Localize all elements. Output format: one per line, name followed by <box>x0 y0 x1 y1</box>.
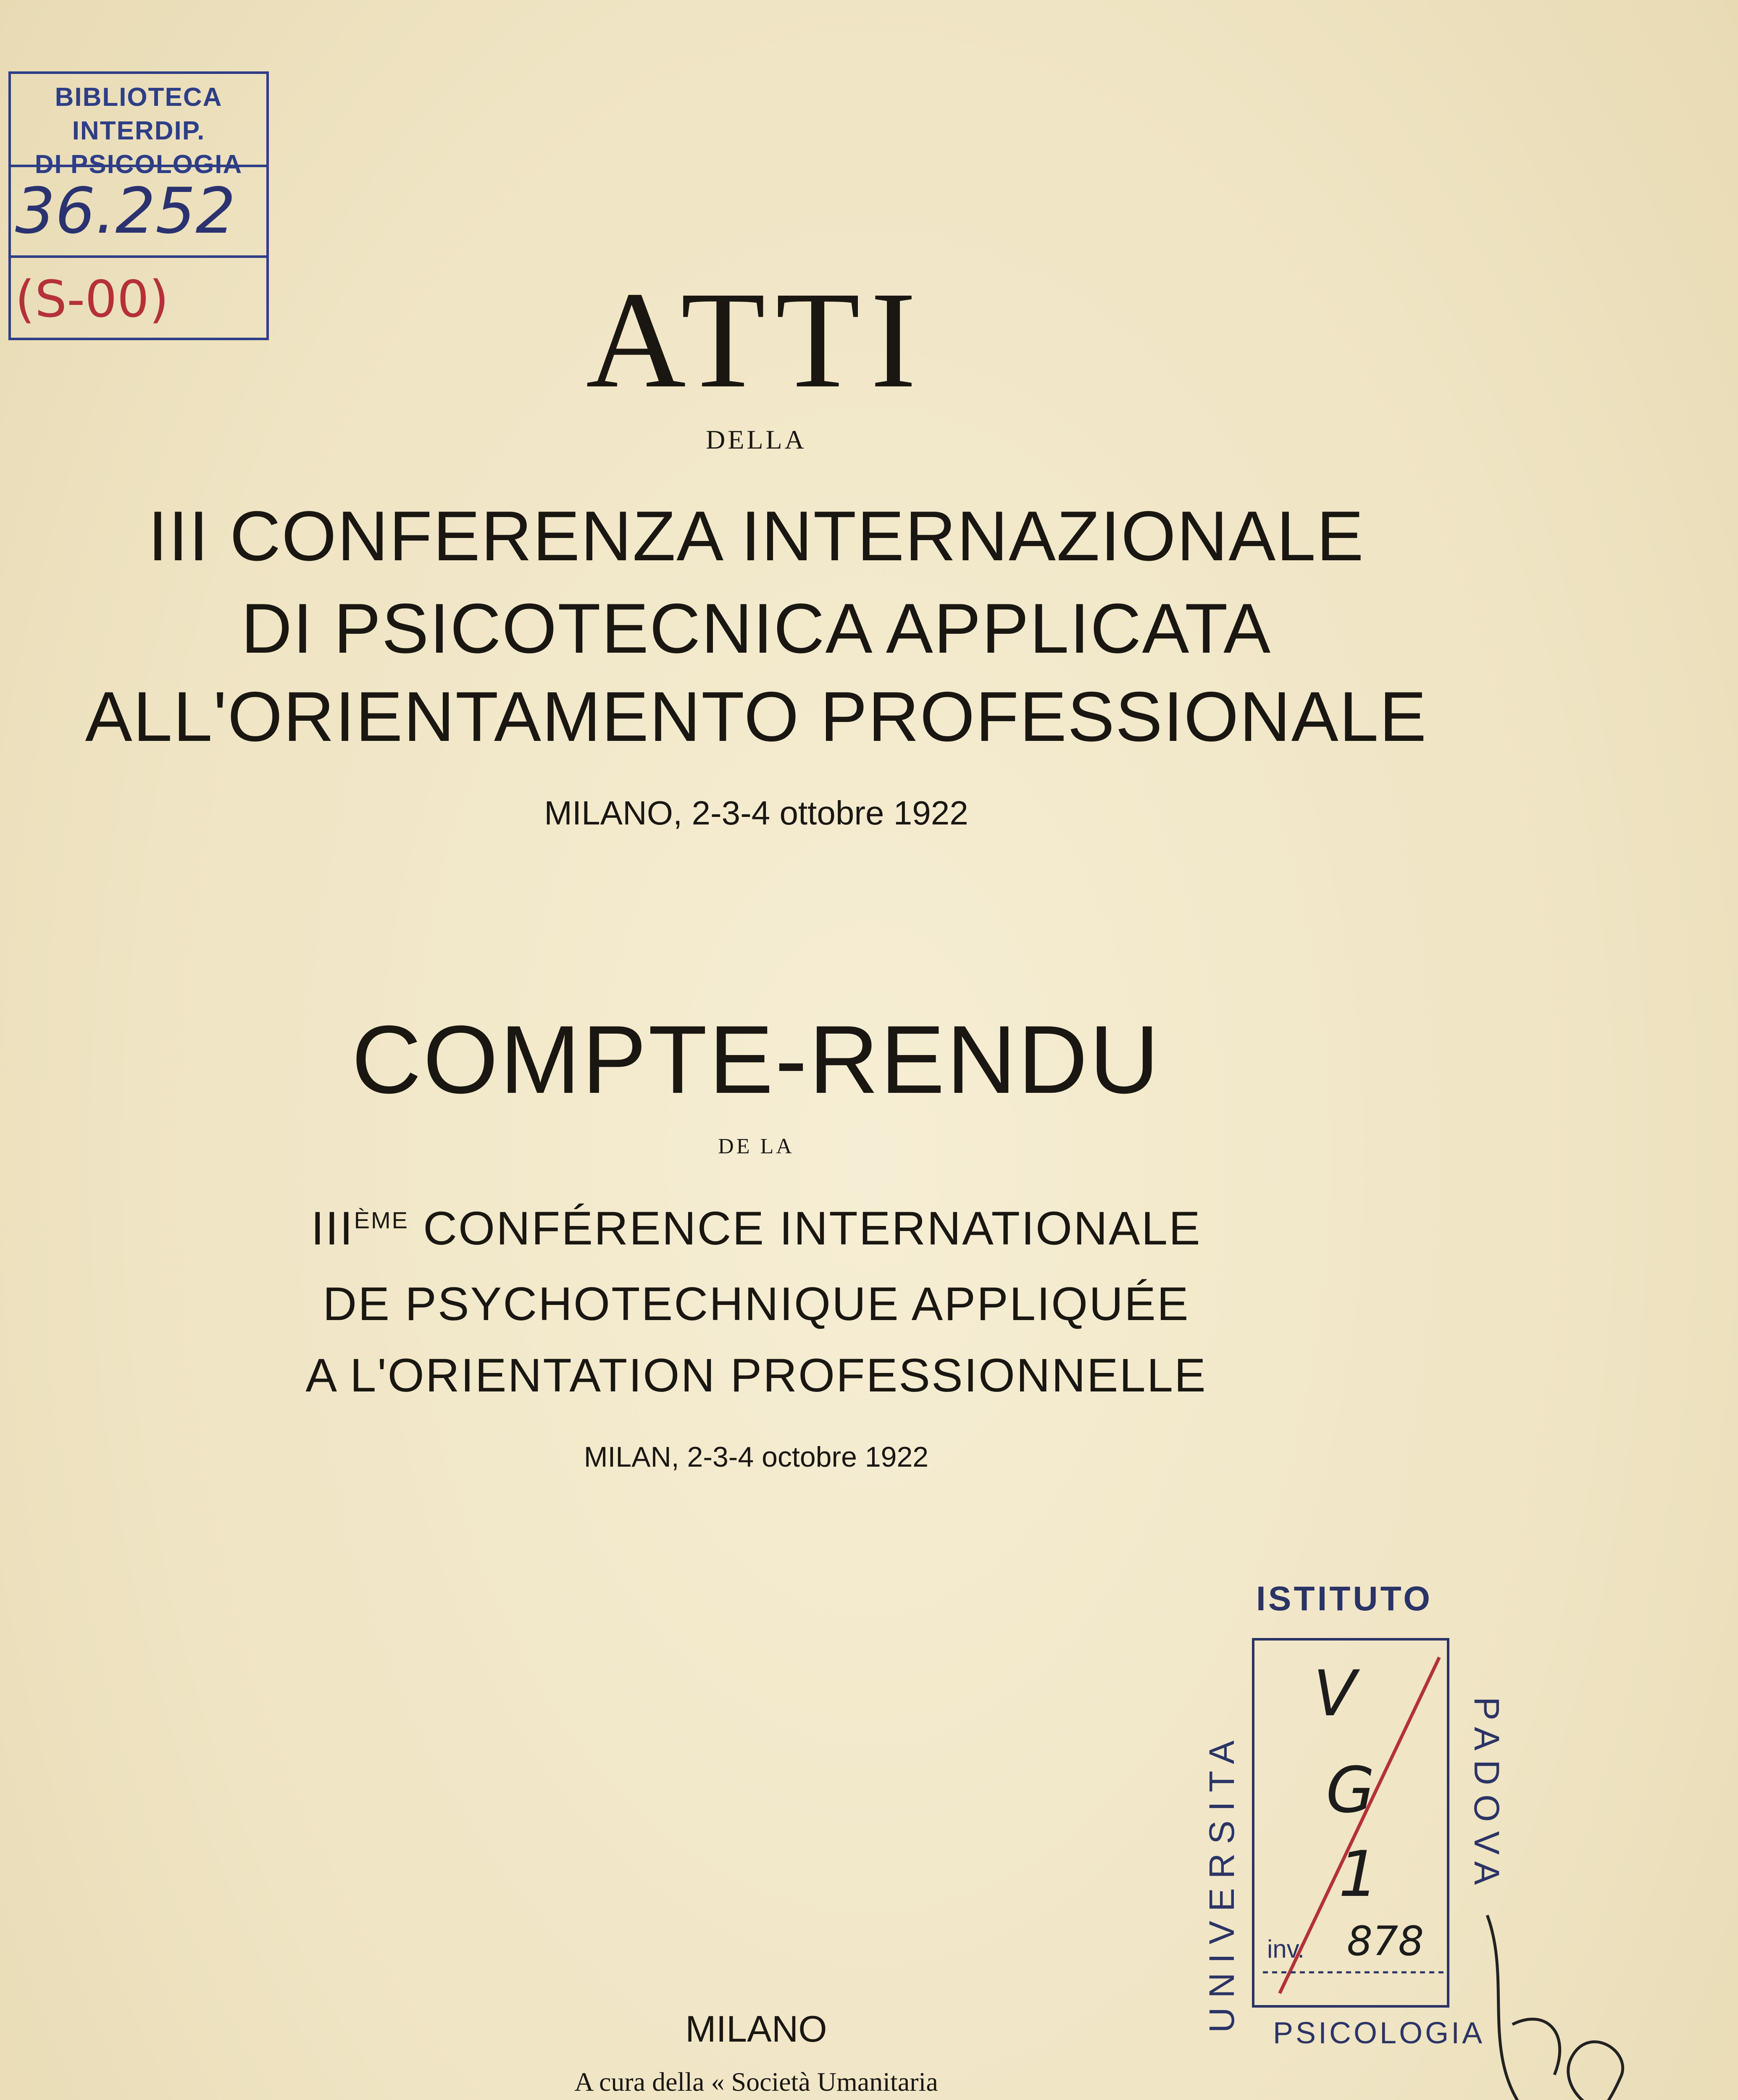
signature-scribble <box>1462 1898 1638 2100</box>
stamp-inv-label: inv. <box>1267 1935 1304 1963</box>
stamp-vertical-universita: UNIVERSITA <box>1202 1731 1241 2033</box>
imprint-city: MILANO <box>685 2008 827 2050</box>
stamp-shelf-code: (S-00) <box>15 270 169 329</box>
istituto-label: ISTITUTO <box>1256 1580 1433 1618</box>
conference-fr-ordinal-suffix: ÈME <box>354 1207 409 1234</box>
conference-fr-line-1 <box>0 1201 1512 1255</box>
stamp-handwritten-mark-2: G <box>1326 1754 1375 1827</box>
conference-it-line-1: III CONFERENZA INTERNAZIONALE <box>148 496 1365 575</box>
subtitle-de-la: DE LA <box>718 1134 794 1158</box>
istituto-stamp-box <box>1252 1638 1449 2008</box>
istituto-footer: PSICOLOGIA <box>1273 2016 1485 2050</box>
conference-it-line-2: DI PSICOTECNICA APPLICATA <box>241 589 1272 668</box>
stamp-handwritten-mark-1: V <box>1313 1657 1357 1730</box>
stamp-shelf-number: 36.252 <box>11 167 266 258</box>
stamp-line-1: BIBLIOTECA INTERDIP. <box>55 83 223 145</box>
subtitle-della: DELLA <box>706 425 807 454</box>
imprint-curated: A cura della « Società Umanitaria <box>574 2067 938 2097</box>
stamp-handwritten-mark-3: 1 <box>1338 1838 1379 1911</box>
conference-fr-line-3: A L'ORIENTATION PROFESSIONNELLE <box>305 1349 1207 1402</box>
place-date-fr: MILAN, 2-3-4 octobre 1922 <box>584 1441 929 1473</box>
stamp-header <box>11 74 266 179</box>
place-date-it: MILANO, 2-3-4 ottobre 1922 <box>544 794 968 832</box>
conference-fr-text-1: CONFÉRENCE INTERNATIONALE <box>408 1202 1202 1255</box>
stamp-inv-value: 878 <box>1347 1918 1424 1965</box>
conference-it-line-3: ALL'ORIENTAMENTO PROFESSIONALE <box>85 677 1428 756</box>
title-atti: ATTI <box>586 263 927 417</box>
conference-fr-ordinal: III <box>311 1202 354 1255</box>
stamp-line-2: DI PSICOLOGIA <box>34 150 243 179</box>
stamp-vertical-padova: PADOVA <box>1467 1697 1507 1894</box>
compte-rendu-heading: COMPTE-RENDU <box>351 1005 1161 1113</box>
conference-fr-line-2: DE PSYCHOTECHNIQUE APPLIQUÉE <box>323 1278 1190 1330</box>
